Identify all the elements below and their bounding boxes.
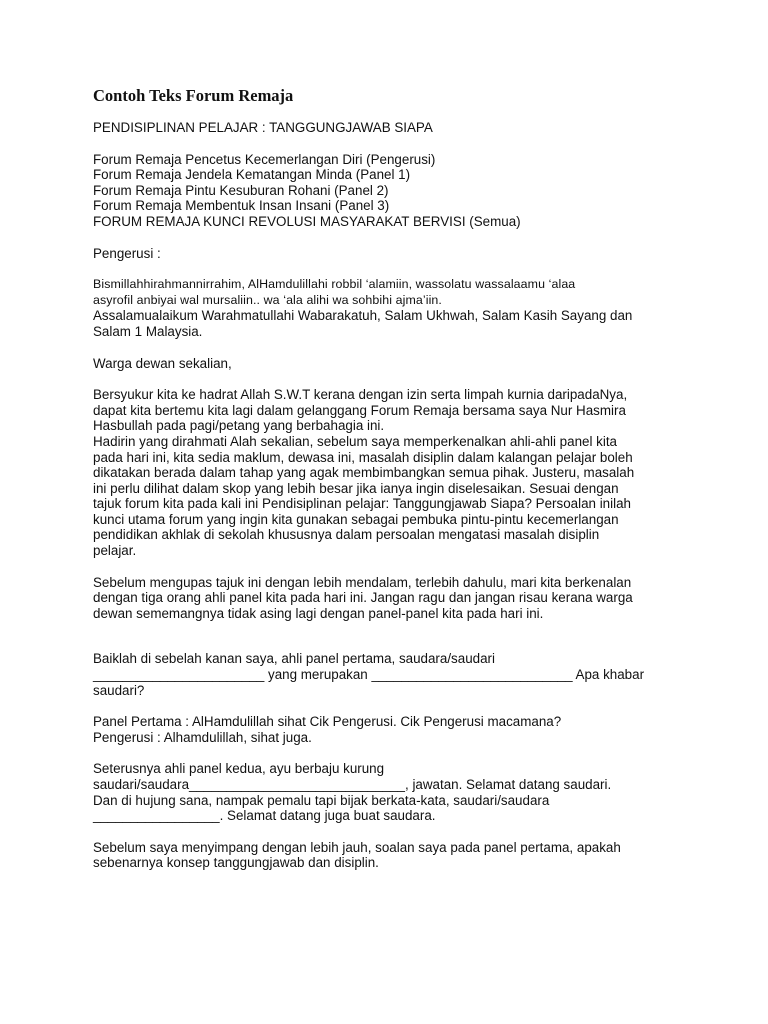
warga-line: Warga dewan sekalian, [93, 355, 232, 371]
text-line: Seterusnya ahli panel kedua, ayu berbaju kurung [93, 761, 385, 777]
text-line: Bismillahhirahmannirrahim, AlHamdulillahi robbil ‘alamiin, wassolatu wassalaamu ‘alaa [93, 277, 576, 292]
text-line: Hasbullah pada pagi/petang yang berbahagia ini. [93, 418, 385, 434]
text-line: ini perlu dilihat dalam skop yang lebih besar jika ianya ingin diselesaikan. Sesuai dengan [93, 480, 619, 496]
text-line: pada hari ini, kita sedia maklum, dewasa ini, masalah disiplin dalam kalangan pelajar boleh [93, 449, 633, 465]
text-line: pendidikan akhlak di sekolah khususnya dalam persoalan mengatasi masalah disiplin [93, 527, 600, 543]
intro-paragraph [93, 387, 693, 559]
participant-line: Forum Remaja Pintu Kesuburan Rohani (Panel 2) [93, 182, 389, 198]
participants-list [93, 152, 693, 230]
participant-line: Forum Remaja Membentuk Insan Insani (Panel 3) [93, 198, 390, 214]
text-line: kunci utama forum yang ingin kita gunakan sebagai pembuka pintu-pintu kecemerlangan [93, 511, 619, 527]
text-line: Hadirin yang dirahmati Alah sekalian, sebelum saya memperkenalkan ahli-ahli panel kita [93, 433, 618, 449]
text-line: pelajar. [93, 543, 137, 559]
text-line: Panel Pertama : AlHamdulillah sihat Cik Pengerusi. Cik Pengerusi macamana? [93, 714, 562, 730]
text-line: Sebelum mengupas tajuk ini dengan lebih mendalam, terlebih dahulu, mari kita berkenalan [93, 574, 632, 590]
topic-line: PENDISIPLINAN PELAJAR : TANGGUNGJAWAB SIAPA [93, 120, 433, 135]
text-line: asyrofil anbiyai wal mursaliin.. wa ‘ala alihi wa sohbihi ajma’iin. [93, 292, 442, 307]
reply-paragraph [93, 714, 693, 745]
text-line: dapat kita bertemu kita lagi dalam gelanggang Forum Remaja bersama saya Nur Hasmira [93, 402, 626, 418]
text-line: dewan sememangnya tidak asing lagi dengan panel-panel kita pada hari ini. [93, 605, 544, 621]
speaker-label: Pengerusi : [93, 245, 161, 261]
text-line: dengan tiga orang ahli panel kita pada hari ini. Jangan ragu dan jangan risau kerana warga [93, 590, 633, 606]
participant-line: Forum Remaja Jendela Kematangan Minda (Panel 1) [93, 167, 411, 183]
participant-line: Forum Remaja Pencetus Kecemerlangan Diri (Pengerusi) [93, 151, 436, 167]
text-line: saudari? [93, 682, 145, 698]
panel1-paragraph [93, 651, 693, 698]
text-line: saudari/saudara_____________________________, jawatan. Selamat datang saudari. [93, 777, 612, 792]
before-paragraph [93, 575, 693, 622]
text-line: tajuk forum kita pada kali ini Pendisiplinan pelajar: Tanggungjawab Siapa? Persoalan inilah [93, 496, 631, 512]
text-line: Bersyukur kita ke hadrat Allah S.W.T kerana dengan izin serta limpah kurnia daripadaNya, [93, 387, 628, 403]
text-line: Salam 1 Malaysia. [93, 323, 203, 339]
text-line: Baiklah di sebelah kanan saya, ahli panel pertama, saudara/saudari [93, 651, 495, 667]
text-line: Assalamualaikum Warahmatullahi Wabarakatuh, Salam Ukhwah, Salam Kasih Sayang dan [93, 308, 633, 324]
document-body [93, 86, 693, 887]
text-line: dikatakan berada dalam tahap yang agak membimbangkan semua pihak. Justeru, masalah [93, 465, 635, 481]
panel2-paragraph [93, 761, 693, 823]
text-line: _______________________ yang merupakan ___________________________ Apa khabar [93, 667, 645, 683]
document-title: Contoh Teks Forum Remaja [93, 86, 294, 105]
text-line: Sebelum saya menyimpang dengan lebih jauh, soalan saya pada panel pertama, apakah [93, 839, 621, 855]
question-paragraph [93, 840, 693, 871]
opening-arabic [93, 277, 693, 308]
text-line: Dan di hujung sana, nampak pemalu tapi bijak berkata-kata, saudari/saudara [93, 792, 550, 808]
text-line: sebenarnya konsep tanggungjawab dan disiplin. [93, 855, 379, 871]
text-line: Pengerusi : Alhamdulillah, sihat juga. [93, 729, 312, 745]
participant-line: FORUM REMAJA KUNCI REVOLUSI MASYARAKAT BERVISI (Semua) [93, 213, 521, 229]
text-line: _________________. Selamat datang juga buat saudara. [93, 808, 436, 824]
greeting-paragraph [93, 308, 693, 339]
